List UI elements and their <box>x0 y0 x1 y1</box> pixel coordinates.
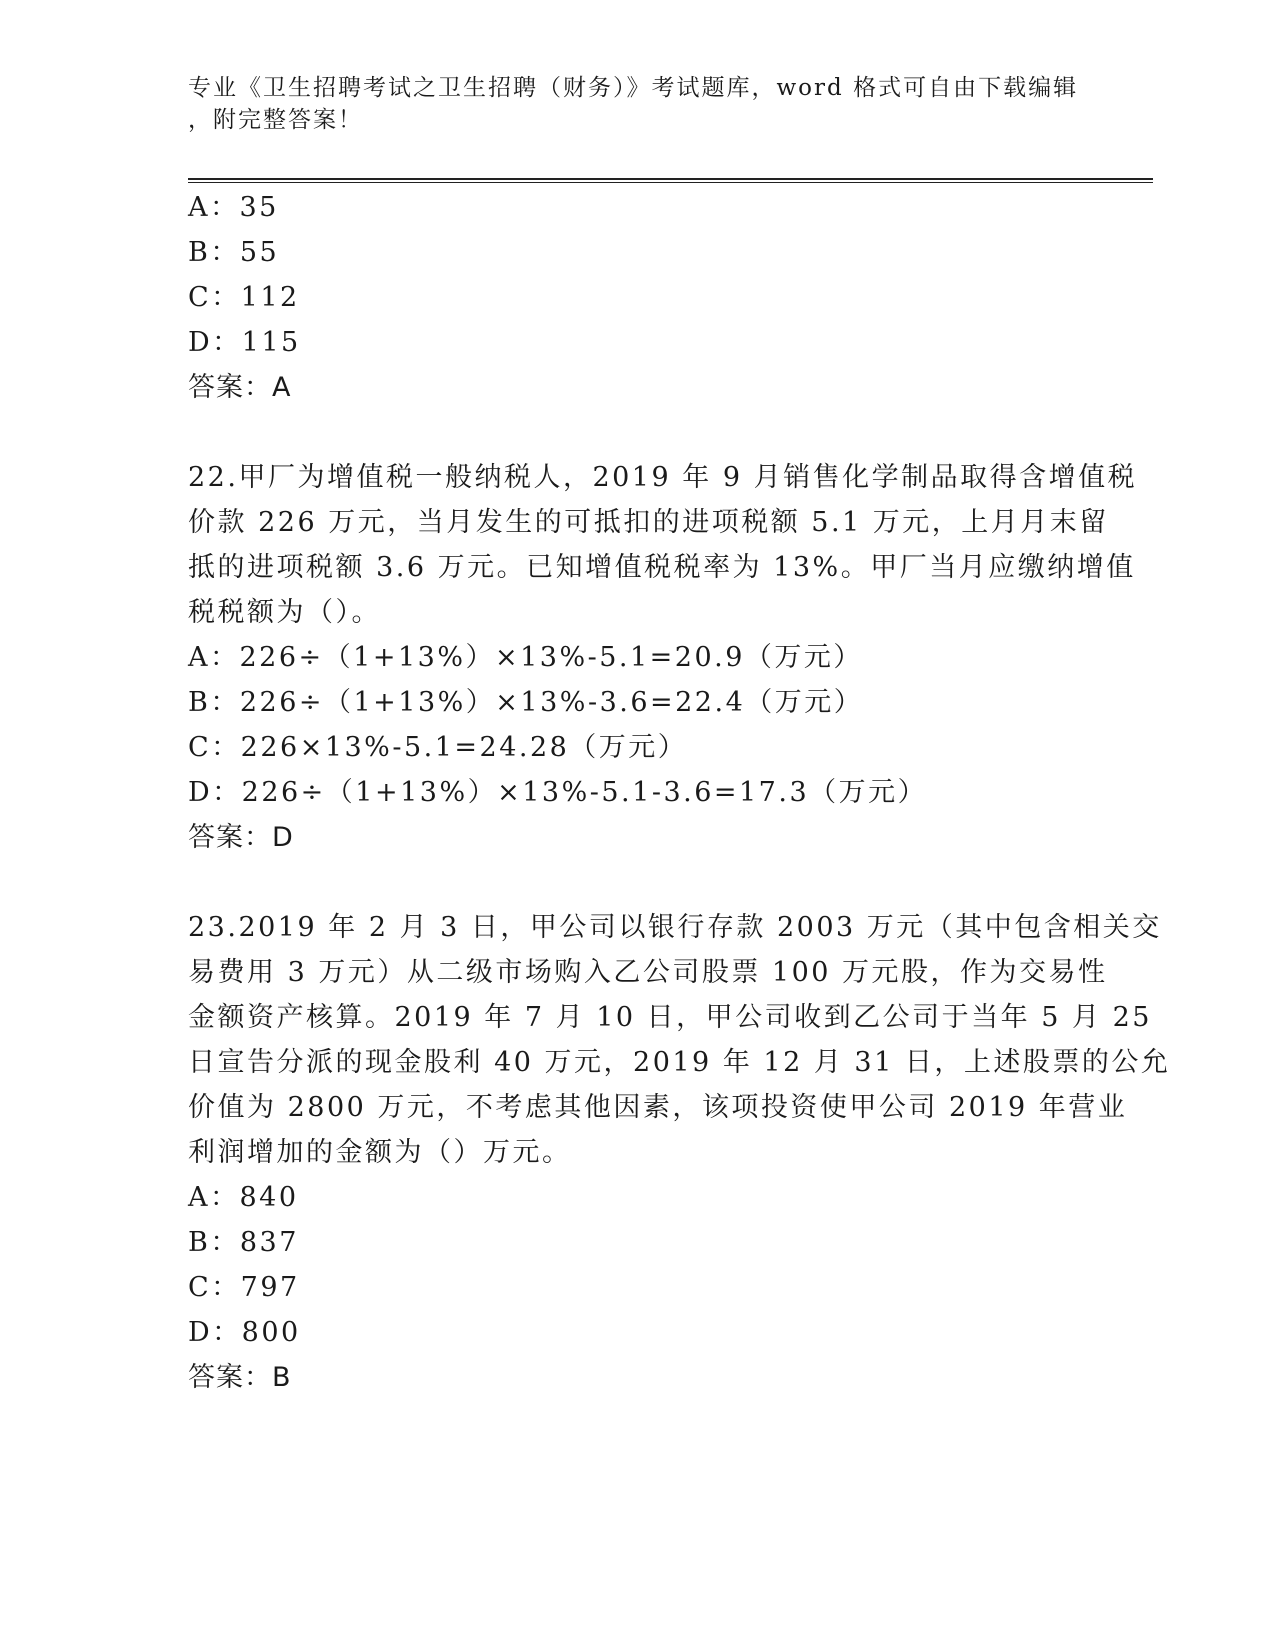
q23-option-b: B：837 <box>188 1227 299 1258</box>
q21-option-c: C：112 <box>188 282 300 313</box>
q22-stem-line-3: 抵的进项税额 3.6 万元。已知增值税税率为 13%。甲厂当月应缴纳增值 <box>188 552 1136 583</box>
header-title-line-2: ，附完整答案！ <box>188 107 363 133</box>
q23-stem-line-2: 易费用 3 万元）从二级市场购入乙公司股票 100 万元股，作为交易性 <box>188 957 1108 988</box>
q23-answer: 答案：B <box>188 1362 292 1393</box>
q23-stem-line-4: 日宣告分派的现金股利 40 万元，2019 年 12 月 31 日，上述股票的公允 <box>188 1047 1171 1078</box>
q21-answer: 答案：A <box>188 372 292 403</box>
q23-option-a: A：840 <box>188 1182 299 1213</box>
page-header <box>188 72 1088 136</box>
q23-option-d: D：800 <box>188 1317 301 1348</box>
q22-answer: 答案：D <box>188 822 294 853</box>
header-divider-thick <box>188 178 1153 180</box>
q22-stem-line-2: 价款 226 万元，当月发生的可抵扣的进项税额 5.1 万元，上月月末留 <box>188 507 1109 538</box>
q21-option-d: D：115 <box>188 327 301 358</box>
q22-option-a: A：226÷（1+13%）×13%-5.1=20.9（万元） <box>188 642 863 673</box>
q22-option-d: D：226÷（1+13%）×13%-5.1-3.6=17.3（万元） <box>188 777 928 808</box>
header-divider-thin <box>188 182 1153 183</box>
q21-option-a: A：35 <box>188 192 279 223</box>
q23-stem-line-6: 利润增加的金额为（）万元。 <box>188 1137 572 1168</box>
q22-stem-line-4: 税税额为（）。 <box>188 597 381 628</box>
header-title-line-1: 专业《卫生招聘考试之卫生招聘（财务）》考试题库，word 格式可自由下载编辑 <box>188 75 1079 101</box>
q23-stem-line-1: 23.2019 年 2 月 3 日，甲公司以银行存款 2003 万元（其中包含相关交 <box>188 912 1162 943</box>
q23-stem-line-3: 金额资产核算。2019 年 7 月 10 日，甲公司收到乙公司于当年 5 月 25 <box>188 1002 1152 1033</box>
q22-option-c: C：226×13%-5.1=24.28（万元） <box>188 732 688 763</box>
q22-stem-line-1: 22.甲厂为增值税一般纳税人，2019 年 9 月销售化学制品取得含增值税 <box>188 462 1138 493</box>
q21-option-b: B：55 <box>188 237 280 268</box>
q23-stem-line-5: 价值为 2800 万元，不考虑其他因素，该项投资使甲公司 2019 年营业 <box>188 1092 1128 1123</box>
q23-option-c: C：797 <box>188 1272 300 1303</box>
q22-option-b: B：226÷（1+13%）×13%-3.6=22.4（万元） <box>188 687 864 718</box>
